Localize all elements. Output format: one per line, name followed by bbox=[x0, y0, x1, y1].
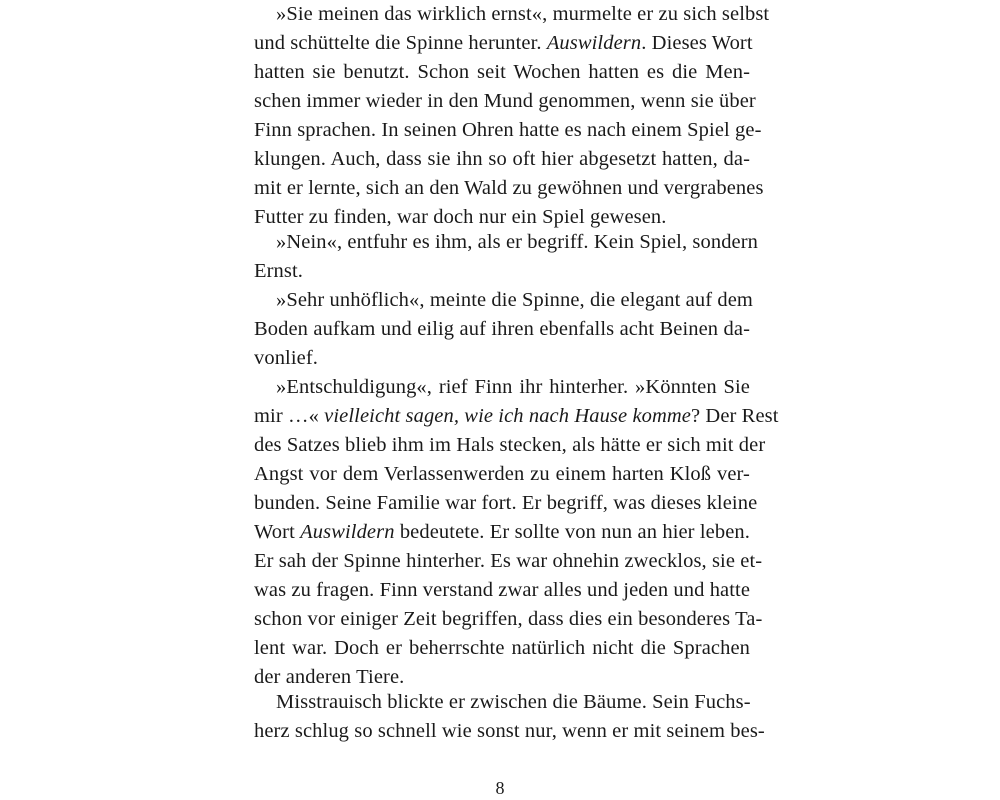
text-line bbox=[254, 688, 750, 717]
text-line bbox=[254, 402, 779, 431]
text-segment: mir …« bbox=[254, 405, 325, 427]
italic-text: vielleicht sagen, wie ich nach Hause komme bbox=[324, 405, 691, 427]
text-segment: »Nein«, entfuhr es ihm, als er begriff. Kein Spiel, sondern bbox=[276, 231, 759, 253]
text-line bbox=[254, 518, 750, 547]
text-segment: . Dieses Wort bbox=[641, 32, 753, 54]
text-line bbox=[254, 576, 750, 605]
text-segment: schen immer wieder in den Mund genommen, wenn sie über bbox=[254, 90, 756, 112]
text-line bbox=[254, 29, 753, 58]
text-segment: Angst vor dem Verlassenwerden zu einem harten Kloß ver- bbox=[254, 463, 750, 485]
text-line bbox=[254, 87, 756, 116]
text-line bbox=[254, 58, 750, 87]
text-segment: bunden. Seine Familie war fort. Er begriff, was dieses kleine bbox=[254, 492, 758, 514]
text-segment: Boden aufkam und eilig auf ihren ebenfalls acht Beinen da- bbox=[254, 318, 750, 340]
text-segment: der anderen Tiere. bbox=[254, 666, 405, 688]
text-segment: Misstrauisch blickte er zwischen die Bäume. Sein Fuchs- bbox=[276, 691, 751, 713]
text-line bbox=[254, 547, 763, 576]
text-segment: mit er lernte, sich an den Wald zu gewöhnen und vergrabenes bbox=[254, 177, 764, 199]
text-segment: »Sie meinen das wirklich ernst«, murmelte er zu sich selbst bbox=[276, 3, 770, 25]
text-line bbox=[254, 344, 750, 373]
text-segment: klungen. Auch, dass sie ihn so oft hier abgesetzt hatten, da- bbox=[254, 148, 750, 170]
text-segment: Futter zu finden, war doch nur ein Spiel gewesen. bbox=[254, 206, 667, 228]
text-segment: »Sehr unhöflich«, meinte die Spinne, die elegant auf dem bbox=[276, 289, 753, 311]
text-segment: lent war. Doch er beherrschte natürlich nicht die Sprachen bbox=[254, 637, 750, 659]
text-line bbox=[254, 174, 764, 203]
text-segment: vonlief. bbox=[254, 347, 318, 369]
text-segment: hatten sie benutzt. Schon seit Wochen hatten es die Men- bbox=[254, 61, 750, 83]
text-segment: Wort bbox=[254, 521, 301, 543]
text-segment: herz schlug so schnell wie sonst nur, wenn er mit seinem bes- bbox=[254, 720, 765, 742]
text-line bbox=[254, 257, 750, 286]
text-segment: des Satzes blieb ihm im Hals stecken, als hätte er sich mit der bbox=[254, 434, 766, 456]
text-segment: Ernst. bbox=[254, 260, 303, 282]
text-segment: Finn sprachen. In seinen Ohren hatte es nach einem Spiel ge- bbox=[254, 119, 762, 141]
text-line bbox=[254, 605, 763, 634]
text-segment: »Entschuldigung«, rief Finn ihr hinterher. »Könnten Sie bbox=[276, 376, 750, 398]
text-line bbox=[254, 228, 759, 257]
text-line bbox=[254, 717, 765, 746]
text-line bbox=[254, 431, 766, 460]
text-line bbox=[254, 286, 753, 315]
text-line bbox=[254, 373, 750, 402]
text-segment: was zu fragen. Finn verstand zwar alles und jeden und hatte bbox=[254, 579, 751, 601]
italic-text: Auswildern bbox=[546, 32, 642, 54]
text-segment: schon vor einiger Zeit begriffen, dass dies ein besonderes Ta- bbox=[254, 608, 763, 630]
text-segment: bedeutete. Er sollte von nun an hier leben. bbox=[394, 521, 750, 543]
text-segment: ? Der Rest bbox=[691, 405, 779, 427]
italic-text: Auswildern bbox=[300, 521, 395, 543]
page-number: 8 bbox=[495, 778, 505, 798]
text-line bbox=[254, 145, 750, 174]
text-line bbox=[254, 0, 770, 29]
text-line bbox=[254, 460, 750, 489]
text-line bbox=[254, 315, 750, 344]
text-segment: und schüttelte die Spinne herunter. bbox=[254, 32, 547, 54]
text-line bbox=[254, 116, 762, 145]
text-line bbox=[254, 489, 758, 518]
text-segment: Er sah der Spinne hinterher. Es war ohnehin zwecklos, sie et- bbox=[254, 550, 763, 572]
text-line bbox=[254, 634, 750, 663]
